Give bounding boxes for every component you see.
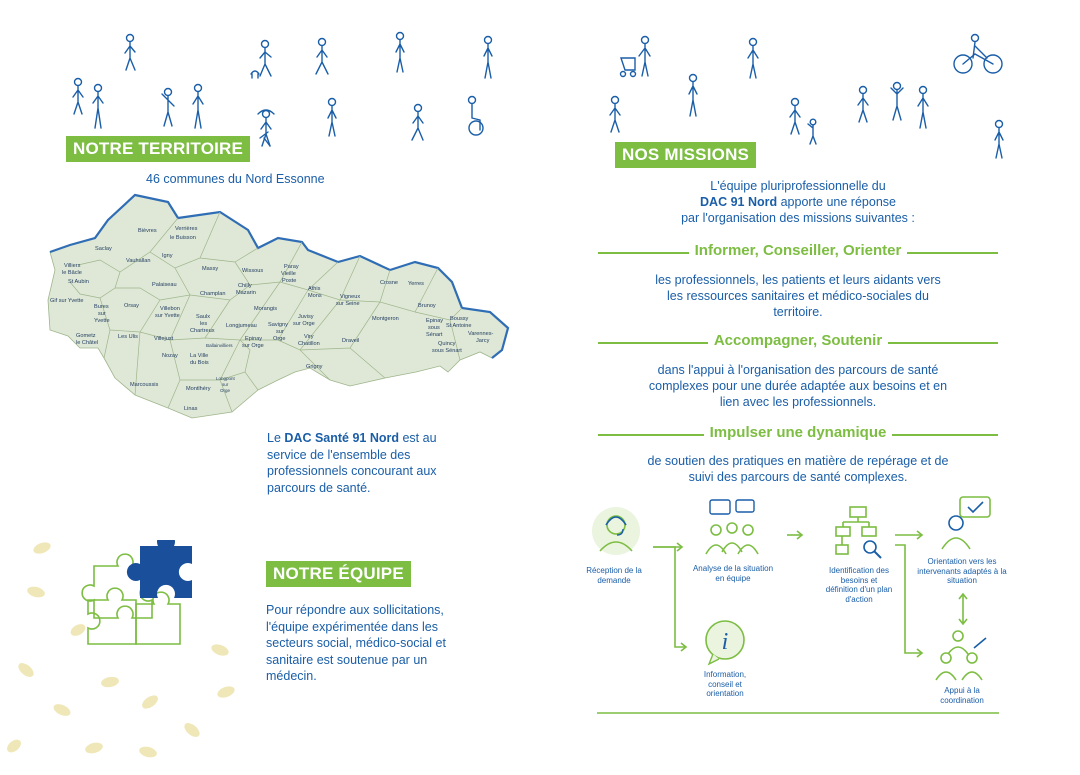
svg-text:Montgeron: Montgeron xyxy=(372,316,399,322)
svg-text:Longpont: Longpont xyxy=(216,376,235,381)
intro-bold: DAC 91 Nord xyxy=(700,195,778,209)
svg-text:Viry: Viry xyxy=(304,334,314,340)
svg-text:Brunoy: Brunoy xyxy=(418,303,436,309)
intro-line-3: par l'organisation des missions suivantes : xyxy=(681,211,915,225)
intro-line-2 xyxy=(598,194,998,210)
svg-text:sous: sous xyxy=(428,325,440,331)
svg-text:sur Yvette: sur Yvette xyxy=(155,313,180,319)
svg-text:sous Sénart: sous Sénart xyxy=(432,348,462,354)
info-icon xyxy=(703,618,747,666)
svg-text:Chatillon: Chatillon xyxy=(298,341,320,347)
svg-text:Draveil: Draveil xyxy=(342,338,360,344)
svg-text:Les Ulis: Les Ulis xyxy=(118,334,138,340)
svg-text:du Bois: du Bois xyxy=(190,360,209,366)
mission-1-text: les professionnels, les patients et leurs aidants vers les ressources sanitaires et médico-sociales du territoire. xyxy=(655,273,941,319)
svg-text:Crosne: Crosne xyxy=(380,280,399,286)
svg-text:Juvisy: Juvisy xyxy=(298,314,314,320)
svg-text:Villiers: Villiers xyxy=(64,263,81,269)
svg-text:Champlan: Champlan xyxy=(200,291,226,297)
flow-step-reception: Réception de la demande xyxy=(586,566,642,585)
svg-text:Bures: Bures xyxy=(94,304,109,310)
svg-text:i: i xyxy=(721,629,729,655)
territoire-title: NOTRE TERRITOIRE xyxy=(66,136,250,162)
svg-text:sur Orge: sur Orge xyxy=(242,343,264,349)
svg-text:Quincy: Quincy xyxy=(438,341,456,347)
equipe-title: NOTRE ÉQUIPE xyxy=(266,561,411,587)
map-territory xyxy=(48,195,508,418)
intro-line-1: L'équipe pluriprofessionnelle du xyxy=(710,179,886,193)
orientation-check-icon xyxy=(938,495,998,555)
svg-text:Wissous: Wissous xyxy=(242,268,264,274)
coordination-icon xyxy=(934,628,990,682)
desc-post: est au service de l'ensemble des professionnels concourant aux parcours de santé. xyxy=(267,431,437,495)
svg-text:Yvette: Yvette xyxy=(94,318,110,324)
flow-step-analyse: Analyse de la situation en équipe xyxy=(692,564,774,583)
svg-text:Longjumeau: Longjumeau xyxy=(226,323,257,329)
svg-text:La Ville: La Ville xyxy=(190,353,209,359)
svg-text:Chartreux: Chartreux xyxy=(190,328,215,334)
svg-text:Grigny: Grigny xyxy=(306,364,323,370)
svg-text:sur Orge: sur Orge xyxy=(293,321,315,327)
svg-text:sur: sur xyxy=(222,382,229,387)
svg-text:Yerres: Yerres xyxy=(408,281,424,287)
svg-text:Vauhallan: Vauhallan xyxy=(126,258,151,264)
svg-text:St Antoine: St Antoine xyxy=(446,323,472,329)
svg-text:Massy: Massy xyxy=(202,266,219,272)
mission-2-heading-text: Accompagner, Soutenir xyxy=(708,332,888,349)
svg-text:St Aubin: St Aubin xyxy=(68,279,89,285)
svg-text:sur: sur xyxy=(276,329,284,335)
svg-text:Boussy: Boussy xyxy=(450,316,469,322)
svg-text:Varennes-: Varennes- xyxy=(468,331,494,337)
svg-text:Poste: Poste xyxy=(282,278,297,284)
svg-text:Mazarin: Mazarin xyxy=(236,290,256,296)
desc-bold: DAC Santé 91 Nord xyxy=(284,431,399,445)
svg-text:Morangis: Morangis xyxy=(254,306,278,312)
svg-text:Marcoussis: Marcoussis xyxy=(130,382,159,388)
missions-intro xyxy=(598,178,998,226)
svg-text:Orsay: Orsay xyxy=(124,303,139,309)
territoire-subtitle: 46 communes du Nord Essonne xyxy=(146,172,325,186)
svg-text:Chilly: Chilly xyxy=(238,283,252,289)
svg-text:Epinay: Epinay xyxy=(426,318,444,324)
svg-text:Jarcy: Jarcy xyxy=(476,338,490,344)
svg-text:Gometz: Gometz xyxy=(76,333,96,339)
flow-step-orientation: Orientation vers les intervenants adaptés à la situation xyxy=(917,557,1007,585)
flow-step-identification: Identification des besoins et définition d'un plan d'action xyxy=(825,566,893,604)
svg-text:Bièvres: Bièvres xyxy=(138,228,157,234)
svg-text:Saulx: Saulx xyxy=(196,314,210,320)
territory-map xyxy=(40,190,510,425)
team-meeting-icon xyxy=(700,498,766,560)
svg-text:Montlhéry: Montlhéry xyxy=(186,386,211,392)
territoire-description xyxy=(267,430,477,496)
desc-pre: Le xyxy=(267,431,285,445)
svg-text:le Bâcle: le Bâcle xyxy=(62,270,82,276)
operator-icon xyxy=(590,505,642,557)
svg-text:Verrières: Verrières xyxy=(175,226,198,232)
flow-step-appui: Appui à la coordination xyxy=(940,686,984,705)
mission-2-heading xyxy=(598,332,998,352)
svg-text:Linas: Linas xyxy=(184,406,198,412)
intro-rest: apporte une réponse xyxy=(777,195,896,209)
svg-text:Nozay: Nozay xyxy=(162,353,178,359)
svg-text:Orge: Orge xyxy=(273,336,286,342)
svg-text:Vieille: Vieille xyxy=(281,271,296,277)
svg-text:Savigny: Savigny xyxy=(268,322,288,328)
svg-text:Mons: Mons xyxy=(308,293,322,299)
svg-text:Saclay: Saclay xyxy=(95,246,112,252)
equipe-text: Pour répondre aux sollicitations, l'équipe expérimentée dans les secteurs social, médico-social et sanitaire est soutenue par un médecin. xyxy=(266,603,446,683)
mission-2-text: dans l'appui à l'organisation des parcours de santé complexes pour une durée adaptée aux besoins et en lien avec les professionnels. xyxy=(648,363,948,409)
mission-3-heading-text: Impulser une dynamique xyxy=(704,424,893,441)
svg-text:Epinay: Epinay xyxy=(245,336,263,342)
svg-text:Villebon: Villebon xyxy=(160,306,180,312)
svg-text:le Buisson: le Buisson xyxy=(170,235,196,241)
svg-text:les: les xyxy=(200,321,208,327)
flowchart-search-icon xyxy=(832,505,886,561)
svg-text:Gif sur Yvette: Gif sur Yvette xyxy=(50,298,84,304)
svg-text:Paray: Paray xyxy=(284,264,299,270)
svg-text:Orge: Orge xyxy=(220,388,231,393)
missions-title: NOS MISSIONS xyxy=(615,142,756,168)
svg-text:Villejust: Villejust xyxy=(154,336,174,342)
svg-text:Igny: Igny xyxy=(162,253,173,259)
svg-text:Sénart: Sénart xyxy=(426,332,443,338)
svg-text:Ballainvilliers: Ballainvilliers xyxy=(206,343,233,348)
mission-3-heading xyxy=(598,424,998,444)
mission-3-text: de soutien des pratiques en matière de repérage et de suivi des parcours de santé complexes. xyxy=(647,454,949,484)
svg-text:Vigneux: Vigneux xyxy=(340,294,361,300)
mission-1-heading-text: Informer, Conseiller, Orienter xyxy=(689,242,908,259)
mission-1-heading xyxy=(598,242,998,262)
svg-text:le Châtel: le Châtel xyxy=(76,340,99,346)
svg-text:sur: sur xyxy=(98,311,106,317)
svg-text:Athis: Athis xyxy=(308,286,321,292)
flow-step-information: Information, conseil et orientation xyxy=(703,670,747,698)
svg-text:Palaiseau: Palaiseau xyxy=(152,282,177,288)
svg-text:sur Seine: sur Seine xyxy=(336,301,360,307)
puzzle-icon xyxy=(80,540,220,660)
